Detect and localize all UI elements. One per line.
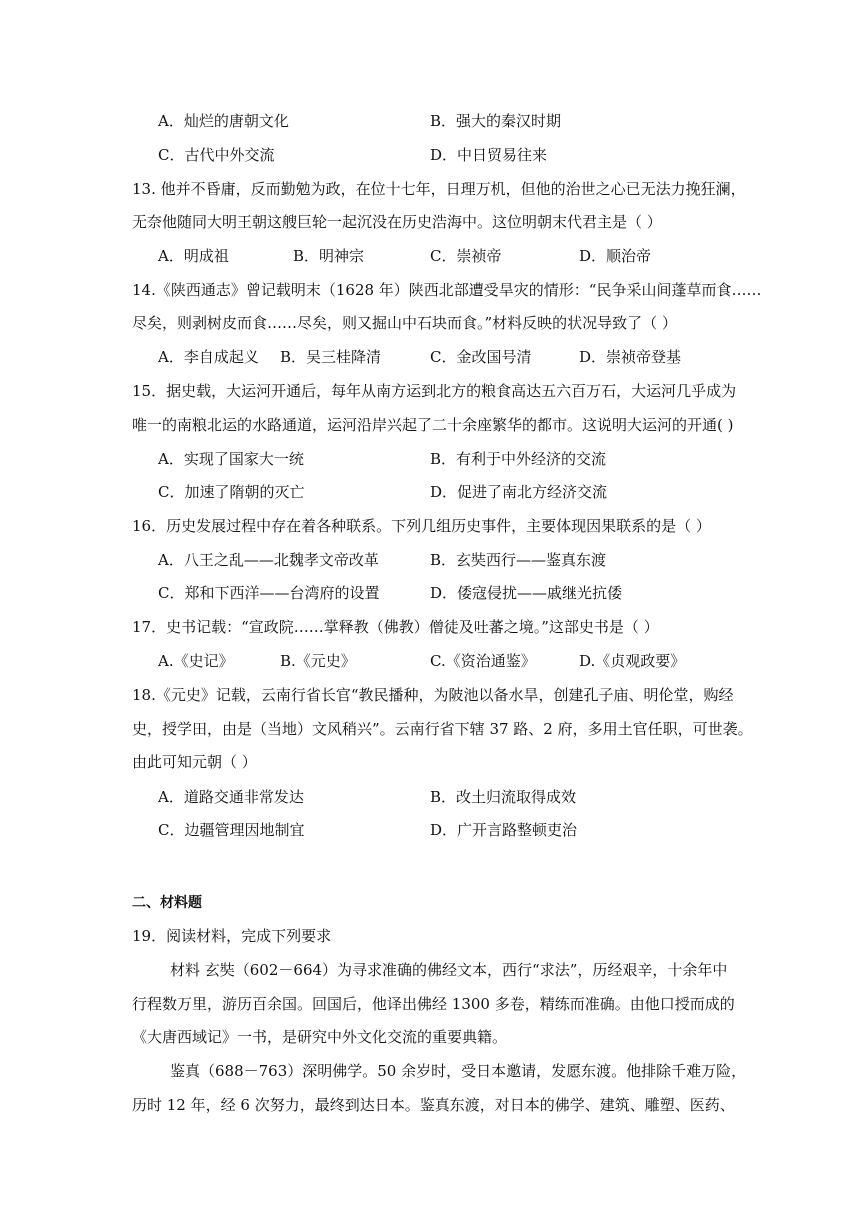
q14-option-b: B．吴三桂降清 xyxy=(280,348,382,366)
q12-option-d: D．中日贸易往来 xyxy=(430,146,548,164)
q18-option-c: C．边疆管理因地制宜 xyxy=(158,821,305,839)
q12-option-c: C．古代中外交流 xyxy=(158,146,275,164)
q14-option-a: A．李自成起义 xyxy=(158,348,259,366)
q15-option-c: C．加速了隋朝的灭亡 xyxy=(158,483,305,501)
q13-stem-line-2: 无奈他随同大明王朝这艘巨轮一起沉没在历史浩海中。这位明朝末代君主是（ ） xyxy=(132,213,662,231)
q16-stem-line-1: 16．历史发展过程中存在着各种联系。下列几组历史事件，主要体现因果联系的是（ ） xyxy=(132,517,711,535)
q18-stem-line-1: 18.《元史》记载，云南行省长官“教民播种，为陂池以备水旱，创建孔子庙、明伦堂，购经 xyxy=(132,686,734,704)
q18-option-b: B．改土归流取得成效 xyxy=(430,788,577,806)
q18-option-d: D．广开言路整顿吏治 xyxy=(430,821,578,839)
q18-stem-line-2: 史，授学田，由是（当地）文风稍兴”。云南行省下辖 37 路、2 府，多用土官任职，可世袭。 xyxy=(132,720,753,738)
q19-para1-line-3: 《大唐西域记》一书，是研究中外文化交流的重要典籍。 xyxy=(132,1028,508,1046)
q15-option-a: A．实现了国家大一统 xyxy=(158,450,304,468)
q15-option-b: B．有利于中外经济的交流 xyxy=(430,450,607,468)
q16-option-d: D．倭寇侵扰——戚继光抗倭 xyxy=(430,584,623,602)
q12-option-a: A．灿烂的唐朝文化 xyxy=(158,112,289,130)
q17-stem-line-1: 17．史书记载：“宣政院……掌释教（佛教）僧徒及吐蕃之境。”这部史书是（ ） xyxy=(132,618,659,636)
q19-para1-line-1: 材料 玄奘（602－664）为寻求准确的佛经文本，西行“求法”，历经艰辛，十余年中 xyxy=(170,961,728,979)
q14-stem-line-1: 14.《陕西通志》曾记载明末（1628 年）陕西北部遭受旱灾的情形：“民争采山间蓬草而食…… xyxy=(132,281,762,299)
q13-option-c: C．崇祯帝 xyxy=(430,247,502,265)
q16-option-b: B．玄奘西行——鉴真东渡 xyxy=(430,551,607,569)
q19-para1-line-2: 行程数万里，游历百余国。回国后，他译出佛经 1300 多卷，精练而准确。由他口授而成的 xyxy=(132,995,735,1013)
q13-option-d: D．顺治帝 xyxy=(579,247,652,265)
q13-option-a: A．明成祖 xyxy=(158,247,229,265)
q18-stem-line-3: 由此可知元朝（ ） xyxy=(132,753,257,771)
q18-option-a: A．道路交通非常发达 xyxy=(158,788,304,806)
q14-option-d: D．崇祯帝登基 xyxy=(579,348,682,366)
q15-option-d: D．促进了南北方经济交流 xyxy=(430,483,608,501)
q17-option-a: A.《史记》 xyxy=(158,652,234,670)
section-2-title: 二、材料题 xyxy=(132,895,202,911)
q16-option-a: A．八王之乱——北魏孝文帝改革 xyxy=(158,551,379,569)
q13-option-b: B．明神宗 xyxy=(293,247,365,265)
q14-option-c: C．金改国号清 xyxy=(430,348,532,366)
q15-stem-line-2: 唯一的南粮北运的水路通道，运河沿岸兴起了二十余座繁华的都市。这说明大运河的开通( ) xyxy=(132,416,734,434)
q14-stem-line-2: 尽矣，则剥树皮而食……尽矣，则又掘山中石块而食。”材料反映的状况导致了（ ） xyxy=(132,314,677,332)
q15-stem-line-1: 15．据史载，大运河开通后，每年从南方运到北方的粮食高达五六百万石，大运河几乎成为 xyxy=(132,382,737,400)
q17-option-b: B.《元史》 xyxy=(280,652,356,670)
q13-stem-line-1: 13. 他并不昏庸，反而勤勉为政，在位十七年，日理万机，但他的治世之心已无法力挽狂澜， xyxy=(132,180,746,198)
q19-para2-line-2: 历时 12 年，经 6 次努力，最终到达日本。鉴真东渡，对日本的佛学、建筑、雕塑、医药、 xyxy=(132,1096,735,1114)
q17-option-d: D.《贞观政要》 xyxy=(579,652,686,670)
q17-option-c: C.《资治通鉴》 xyxy=(430,652,536,670)
q19-para2-line-1: 鉴真（688－763）深明佛学。50 余岁时，受日本邀请，发愿东渡。他排除千难万险， xyxy=(170,1062,747,1080)
q12-option-b: B．强大的秦汉时期 xyxy=(430,112,562,130)
q16-option-c: C．郑和下西洋——台湾府的设置 xyxy=(158,584,380,602)
q19-stem: 19．阅读材料，完成下列要求 xyxy=(132,927,332,945)
